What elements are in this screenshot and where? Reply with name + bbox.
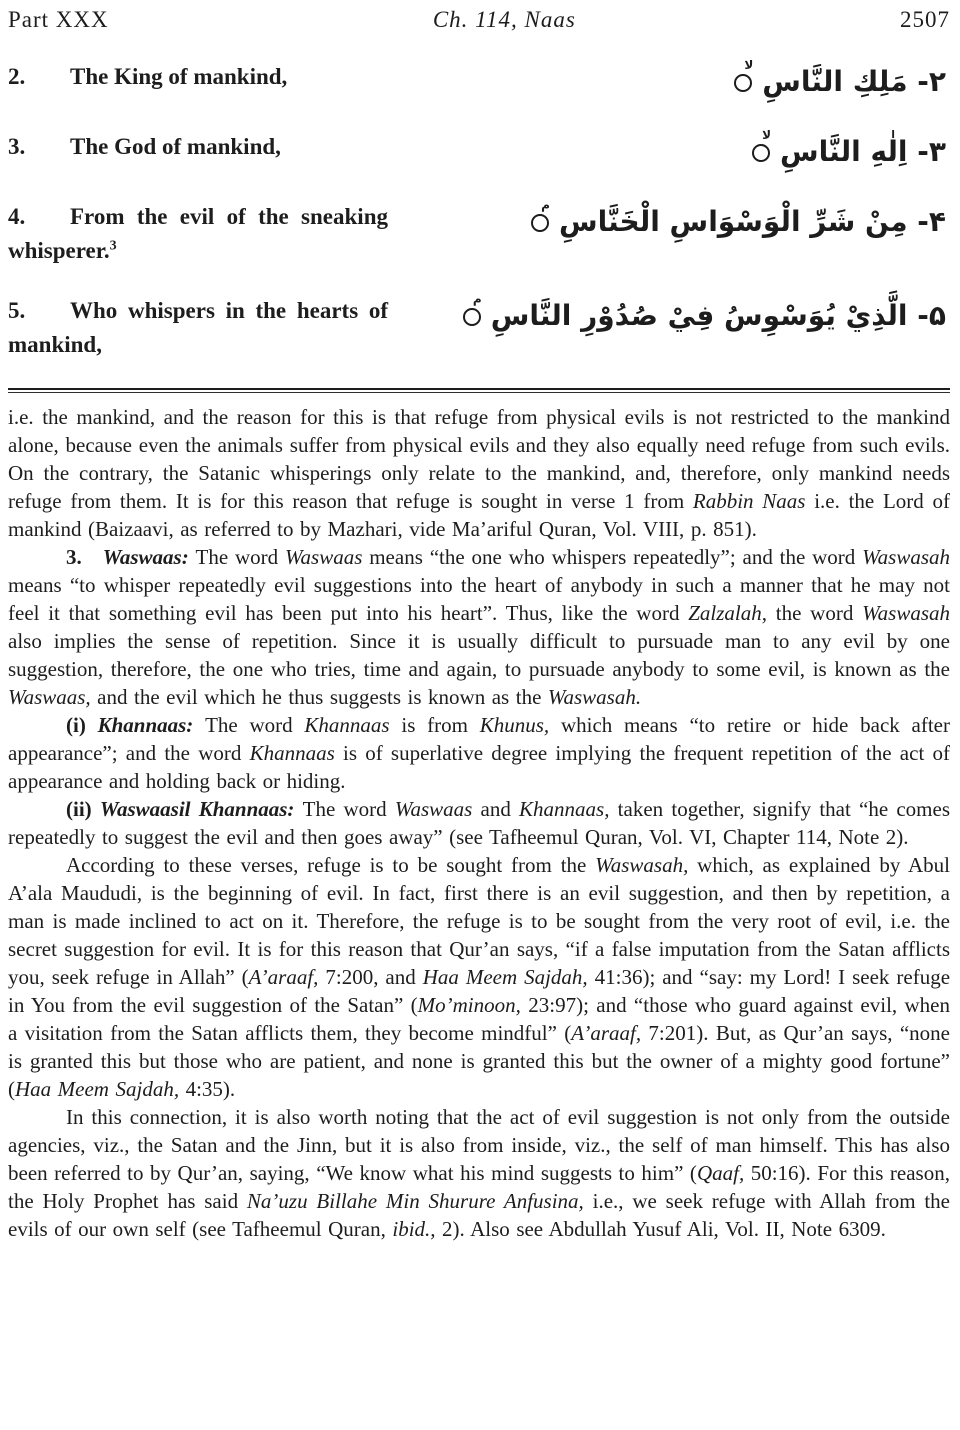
verse-row-4: [8, 200, 950, 268]
verse-3-arabic: [388, 130, 950, 174]
verse-block: [8, 60, 950, 362]
part-label: Part XXX: [8, 7, 109, 32]
verse-row-2: [8, 60, 950, 104]
verse-5-translation: [8, 294, 388, 362]
commentary-paragraph-6: In this connection, it is also worth noting that the act of evil suggestion is not only from the outside agencies, viz., the Satan and the Jinn, but it is also from inside, viz., the self of man himself. This has also been referred to by Qur’an, saying, “We know what his mind suggests to him” (Qaaf, 50:16). For this reason, the Holy Prophet has said Na’uzu Billahe Min Shurure Anfusina, i.e., we seek refuge with Allah from the evils of our own self (see Tafheemul Quran, ibid., 2). Also see Abdullah Yusuf Ali, Vol. II, Note 6309.: [8, 1105, 951, 1241]
verse-2-arabic: [388, 60, 950, 104]
arabic-text: ۴- مِنْ شَرِّ الْوَسْوَاسِ الْخَنَّاسِ: [558, 205, 946, 238]
verse-4-translation: [8, 200, 388, 268]
ayah-end-icon: [734, 58, 754, 92]
commentary-block: [8, 403, 950, 1243]
verse-4-arabic: [388, 200, 950, 244]
verse-5-number: 5.: [8, 298, 26, 323]
page-number: 2507: [899, 7, 950, 32]
verse-4-number: 4.: [8, 204, 26, 229]
verse-row-3: [8, 130, 950, 174]
verse-2-text: The King of mankind,: [70, 64, 288, 89]
waqf-mark: م: [472, 292, 482, 306]
arabic-text: ۲- مَلِكِ النَّاسِ: [762, 65, 946, 98]
commentary-paragraph-2: 3. Waswaas: The word Waswaas means “the one who whispers repeatedly”; and the word Waswasah means “to whisper repeatedly evil suggestions into the heart of anybody in such a manner that he may not feel it that something evil has been put into his heart”. Thus, like the word Zalzalah, the word Waswasah also implies the sense of repetition. Since it is usually difficult to pursuade man to any evil by one suggestion, therefore, the one who tries, time and again, to pursuade anybody to some evil, is known as the Waswaas, and the evil which he thus suggests is known as the Waswasah.: [8, 545, 951, 709]
ayah-end-icon: [531, 198, 550, 232]
verse-2-number: 2.: [8, 64, 26, 89]
verse-5-text: Who whispers in the hearts of mankind,: [8, 298, 388, 357]
arabic-text: ۳- اِلٰهِ النَّاسِ: [780, 135, 946, 168]
verse-2-translation: [8, 60, 388, 94]
verse-3-translation: [8, 130, 388, 164]
commentary-paragraph-3: (i) Khannaas: The word Khannaas is from Khunus, which means “to retire or hide back after appearance”; and the word Khannaas is of superlative degree implying the frequent repetition of the act of appearance and holding back or hiding.: [8, 713, 950, 793]
waqf-mark: م: [541, 198, 550, 212]
verse-row-5: [8, 294, 950, 362]
waqf-mark: لا: [762, 128, 771, 142]
page-header: [8, 6, 950, 34]
ayah-end-icon: [752, 128, 771, 162]
commentary-paragraph-1: i.e. the mankind, and the reason for this is that refuge from physical evils is not restricted to the mankind alone, because even the animals suffer from physical evils and they also equally need refuge from such evils. On the contrary, the Satanic whisperings only relate to the mankind, and, therefore, only mankind needs refuge from them. It is for this reason that refuge is sought in verse 1 from Rabbin Naas i.e. the Lord of mankind (Baizaavi, as referred to by Mazhari, vide Ma’ariful Quran, Vol. VIII, p. 851).: [8, 405, 950, 541]
verse-4-text: From the evil of the sneaking whisperer.: [8, 204, 388, 263]
verse-3-number: 3.: [8, 134, 26, 159]
commentary-paragraph-5: According to these verses, refuge is to be sought from the Waswasah, which, as explained by Abul A’ala Maududi, is the beginning of evil. In fact, first there is an evil suggestion, and then by repetition, a man is made inclined to act on it. Therefore, the refuge is to be sought from the very root of evil, i.e. the secret suggestion for evil. It is for this reason that Qur’an says, “if a false imputation from the Satan afflicts you, seek refuge in Allah” (A’araaf, 7:200, and Haa Meem Sajdah, 41:36); and “say: my Lord! I seek refuge in You from the evil suggestion of the Satan” (Mo’minoon, 23:97); and “those who guard against evil, when a visitation from the Satan afflicts them, they become mindful” (A’araaf, 7:201). But, as Qur’an says, “none is granted this but those who are patient, and none is granted this but the owner of a mighty good fortune” (Haa Meem Sajdah, 4:35).: [8, 853, 951, 1101]
arabic-text: ۵- الَّذِيْ يُوَسْوِسُ فِيْ صُدُوْرِ النَّاسِ: [490, 299, 946, 332]
verse-3-text: The God of mankind,: [70, 134, 281, 159]
commentary-paragraph-4: (ii) Waswaasil Khannaas: The word Waswaas and Khannaas, taken together, signify that “he comes repeatedly to suggest the evil and then goes away” (see Tafheemul Quran, Vol. VI, Chapter 114, Note 2).: [8, 797, 951, 849]
footnote-ref-3: 3: [109, 238, 117, 254]
section-divider: [8, 388, 950, 393]
verse-5-arabic: [388, 294, 950, 338]
ayah-end-icon: [463, 292, 482, 326]
chapter-title: Ch. 114, Naas: [432, 7, 576, 32]
waqf-mark: لا: [744, 58, 754, 72]
